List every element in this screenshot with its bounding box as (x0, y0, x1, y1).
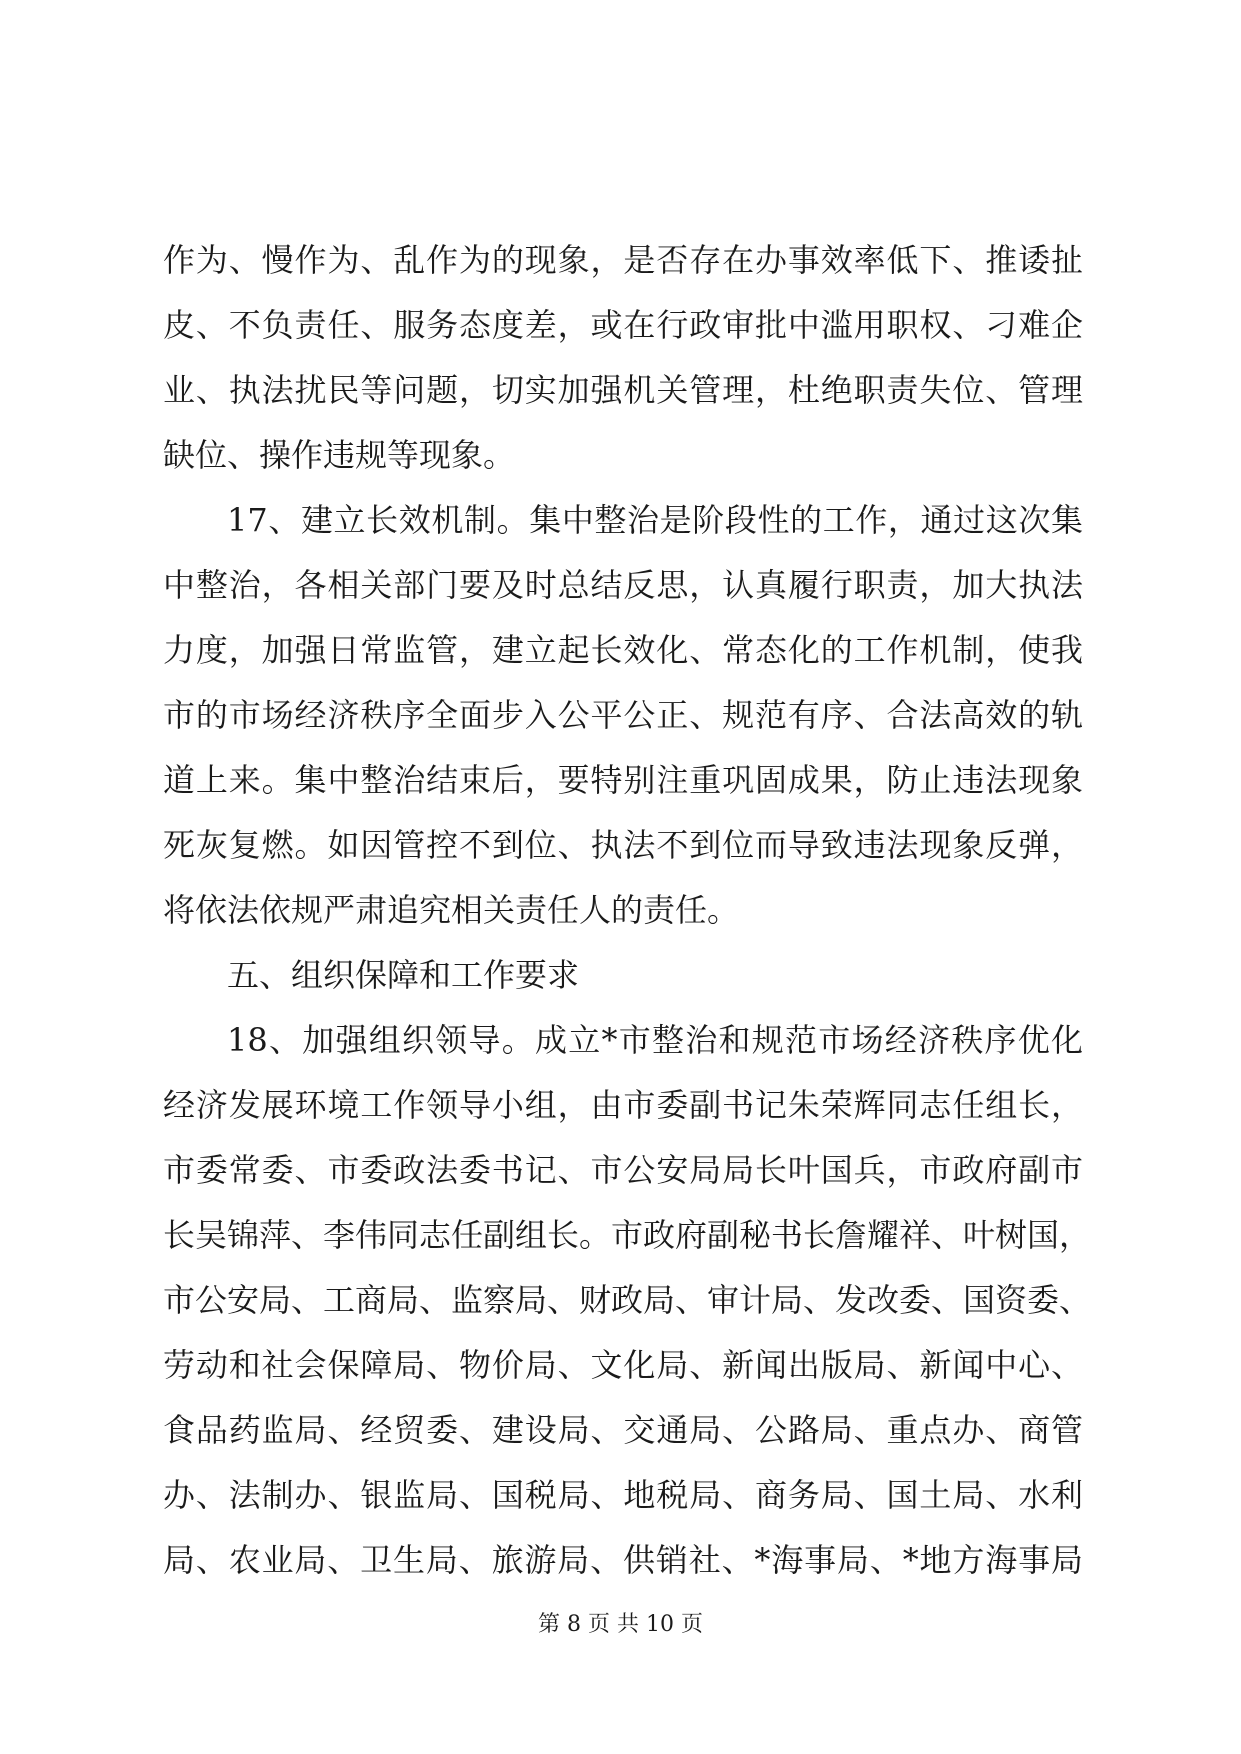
text-line: 18、加强组织领导。成立*市整治和规范市场经济秩序优化 (227, 1021, 1083, 1059)
text-line: 市委常委、市委政法委书记、市公安局局长叶国兵，市政府副市 (163, 1151, 1083, 1189)
text-line: 力度，加强日常监管，建立起长效化、常态化的工作机制，使我 (163, 631, 1083, 669)
text-line: 业、执法扰民等问题，切实加强机关管理，杜绝职责失位、管理 (163, 371, 1083, 409)
text-line: 市的市场经济秩序全面步入公平公正、规范有序、合法高效的轨 (163, 696, 1083, 734)
text-line: 五、组织保障和工作要求 (227, 956, 580, 994)
text-line: 将依法依规严肃追究相关责任人的责任。 (163, 891, 740, 929)
page-footer: 第 8 页 共 10 页 (538, 1612, 703, 1637)
text-line: 皮、不负责任、服务态度差，或在行政审批中滥用职权、刁难企 (163, 306, 1083, 344)
text-line: 道上来。集中整治结束后，要特别注重巩固成果，防止违法现象 (163, 761, 1083, 799)
text-line: 市公安局、工商局、监察局、财政局、审计局、发改委、国资委、 (163, 1281, 1092, 1319)
text-line: 17、建立长效机制。集中整治是阶段性的工作，通过这次集 (227, 501, 1083, 539)
text-line: 长吴锦萍、李伟同志任副组长。市政府副秘书长詹耀祥、叶树国， (163, 1216, 1092, 1254)
text-line: 作为、慢作为、乱作为的现象，是否存在办事效率低下、推诿扯 (163, 241, 1083, 279)
text-line: 经济发展环境工作领导小组，由市委副书记朱荣辉同志任组长， (163, 1086, 1083, 1124)
text-line: 中整治，各相关部门要及时总结反思，认真履行职责，加大执法 (163, 566, 1083, 604)
body-text (163, 228, 1092, 1593)
text-line: 局、农业局、卫生局、旅游局、供销社、*海事局、*地方海事局 (163, 1541, 1083, 1579)
text-line: 缺位、操作违规等现象。 (163, 436, 516, 474)
text-line: 死灰复燃。如因管控不到位、执法不到位而导致违法现象反弹， (163, 826, 1083, 864)
text-line: 食品药监局、经贸委、建设局、交通局、公路局、重点办、商管 (163, 1411, 1083, 1449)
text-line: 劳动和社会保障局、物价局、文化局、新闻出版局、新闻中心、 (163, 1346, 1083, 1384)
text-line: 办、法制办、银监局、国税局、地税局、商务局、国土局、水利 (163, 1476, 1083, 1514)
